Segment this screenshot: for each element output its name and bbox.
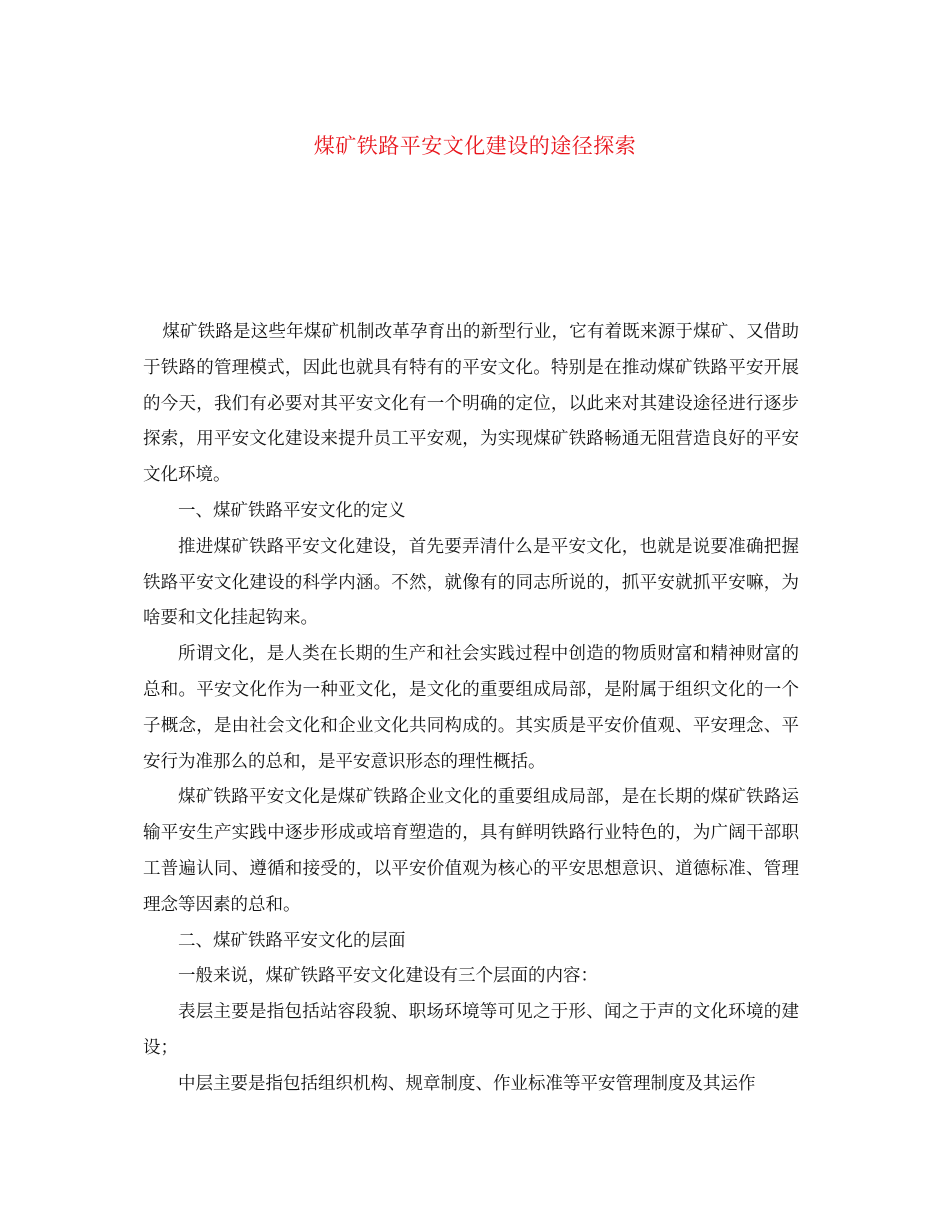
section-heading-2: 二、煤矿铁路平安文化的层面 (178, 930, 406, 951)
paragraph: 中层主要是指包括组织机构、规章制度、作业标准等平安管理制度及其运作 (178, 1073, 756, 1094)
paragraph: 一般来说，煤矿铁路平安文化建设有三个层面的内容： (178, 966, 598, 987)
paragraph: 推进煤矿铁路平安文化建设，首先要弄清什么是平安文化，也就是说要准确把握铁路平安文化建设的科学内涵。不然，就像有的同志所说的，抓平安就抓平安嘛，为啥要和文化挂起钩来。 (143, 536, 799, 629)
paragraph: 表层主要是指包括站容段貌、职场环境等可见之于形、闻之于声的文化环境的建设； (143, 1002, 799, 1058)
document-body (143, 315, 799, 1103)
document-title: 煤矿铁路平安文化建设的途径探索 (313, 134, 637, 158)
section-heading-1: 一、煤矿铁路平安文化的定义 (178, 500, 406, 521)
paragraph-intro: 煤矿铁路是这些年煤矿机制改革孕育出的新型行业，它有着既来源于煤矿、又借助于铁路的管理模式，因此也就具有特有的平安文化。特别是在推动煤矿铁路平安开展的今天，我们有必要对其平安文化有一个明确的定位，以此来对其建设途径进行逐步探索，用平安文化建设来提升员工平安观，为实现煤矿铁路畅通无阻营造良好的平安文化环境。 (143, 322, 799, 486)
paragraph: 所谓文化，是人类在长期的生产和社会实践过程中创造的物质财富和精神财富的总和。平安文化作为一种亚文化，是文化的重要组成局部，是附属于组织文化的一个子概念，是由社会文化和企业文化共同构成的。其实质是平安价值观、平安理念、平安行为准那么的总和，是平安意识形态的理性概括。 (143, 644, 799, 772)
paragraph: 煤矿铁路平安文化是煤矿铁路企业文化的重要组成局部，是在长期的煤矿铁路运输平安生产实践中逐步形成或培育塑造的，具有鲜明铁路行业特色的，为广阔干部职工普遍认同、遵循和接受的，以平安价值观为核心的平安思想意识、道德标准、管理理念等因素的总和。 (143, 787, 799, 915)
